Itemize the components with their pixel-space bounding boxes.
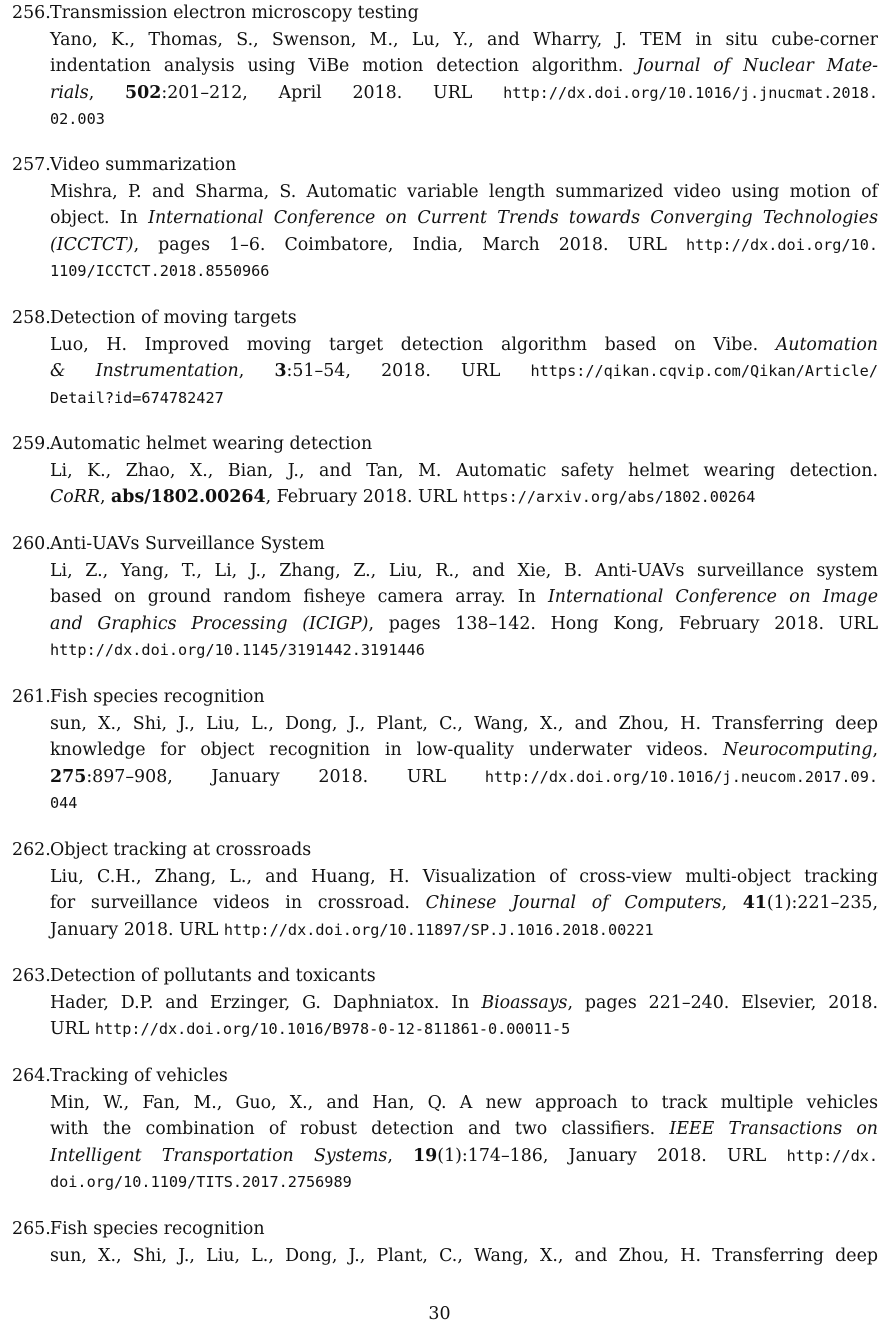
reference-number: 257. (12, 155, 51, 175)
reference-text: , (872, 740, 878, 761)
reference-volume: 275 (50, 766, 87, 787)
reference-text: based on ground random fisheye camera array. In (50, 587, 548, 608)
reference-text: Detection of moving targets (50, 308, 297, 328)
reference-line (50, 711, 878, 738)
reference-volume: abs/1802.00264 (111, 487, 266, 508)
reference-text: January 2018. URL (50, 919, 224, 940)
reference-body (50, 837, 878, 943)
reference-url[interactable]: doi.org/10.1109/TITS.2017.2756989 (50, 1173, 352, 1192)
reference-text: object. In (50, 208, 149, 229)
reference-line (50, 80, 878, 107)
reference-text: for surveillance videos in crossroad. (50, 893, 426, 914)
reference-line (50, 764, 878, 791)
reference-venue: Journal of Nuclear Mate- (636, 56, 878, 77)
reference-text: Detection of pollutants and toxicants (50, 966, 376, 986)
reference-venue: and Graphics Processing (ICIGP) (50, 613, 369, 634)
reference-url[interactable]: http://dx.doi.org/10.1016/j.neucom.2017.09. (484, 767, 878, 786)
reference-topic (50, 1216, 878, 1243)
reference-line (50, 584, 878, 611)
reference-line (50, 358, 878, 385)
reference-text: Hader, D.P. and Erzinger, G. Daphniatox. In (50, 992, 482, 1013)
reference-line (50, 611, 878, 638)
reference-topic (50, 305, 878, 332)
reference-text: URL (50, 1019, 95, 1040)
reference-body (50, 305, 878, 411)
reference-topic (50, 0, 878, 27)
reference-text: , February 2018. URL (265, 487, 463, 508)
reference-url[interactable]: http://dx.doi.org/10.1145/3191442.3191446 (50, 641, 425, 660)
reference-url[interactable]: http://dx.doi.org/10.11897/SP.J.1016.2018.00221 (223, 920, 654, 939)
reference-line (50, 864, 878, 891)
reference-text: , (88, 82, 126, 103)
reference-text: , (721, 893, 743, 914)
reference-text: sun, X., Shi, J., Liu, L., Dong, J., Plant, C., Wang, X., and Zhou, H. Transferring deep (50, 713, 878, 734)
reference-venue: rials (50, 82, 89, 103)
reference-url[interactable]: https://qikan.cqvip.com/Qikan/Article/ (530, 362, 878, 381)
reference-number: 265. (12, 1219, 51, 1239)
reference-text: Li, K., Zhao, X., Bian, J., and Tan, M. Automatic safety helmet wearing detection. (50, 460, 878, 481)
reference-text: , pages 138–142. Hong Kong, February 2018. URL (368, 613, 879, 634)
reference-venue: Neurocomputing (723, 740, 873, 761)
reference-line (50, 790, 878, 817)
reference-text: Transmission electron microscopy testing (50, 3, 419, 23)
reference-url[interactable]: Detail?id=674782427 (50, 388, 224, 407)
reference-text: Tracking of vehicles (50, 1066, 228, 1086)
reference-venue: Intelligent Transportation Systems (50, 1145, 388, 1166)
reference-body (50, 531, 878, 664)
reference-text: , (238, 361, 275, 382)
reference-line (50, 53, 878, 80)
reference-line (50, 385, 878, 412)
reference-text: Fish species recognition (50, 1219, 265, 1239)
reference-url[interactable]: 02.003 (50, 110, 105, 129)
reference-number: 258. (12, 308, 51, 328)
reference-line (50, 205, 878, 232)
reference-line (50, 484, 878, 511)
reference-volume: 19 (413, 1145, 438, 1166)
reference-url[interactable]: http://dx. (786, 1146, 878, 1165)
reference-line (50, 332, 878, 359)
reference-text: Automatic helmet wearing detection (50, 434, 373, 454)
reference-line (50, 558, 878, 585)
reference-venue: IEEE Transactions on (669, 1119, 878, 1140)
reference-text: Fish species recognition (50, 687, 265, 707)
reference-line (50, 1090, 878, 1117)
reference-line (50, 232, 878, 259)
reference-line (50, 27, 878, 54)
reference-text: with the combination of robust detection and two classifiers. (50, 1119, 670, 1140)
reference-text: Mishra, P. and Sharma, S. Automatic variable length summarized video using motion of (50, 181, 878, 202)
reference-venue: CoRR (50, 487, 100, 508)
reference-body (50, 1063, 878, 1196)
reference-volume: 3 (274, 361, 287, 382)
reference-topic (50, 431, 878, 458)
reference-url[interactable]: 044 (50, 794, 78, 813)
reference-topic (50, 963, 878, 990)
reference-body (50, 431, 878, 511)
reference-text: Anti-UAVs Surveillance System (50, 534, 325, 554)
reference-topic (50, 684, 878, 711)
reference-url[interactable]: 1109/ICCTCT.2018.8550966 (50, 262, 270, 281)
reference-topic (50, 152, 878, 179)
reference-text: Li, Z., Yang, T., Li, J., Zhang, Z., Liu, R., and Xie, B. Anti-UAVs surveillance system (50, 560, 878, 581)
reference-body (50, 963, 878, 1043)
reference-text: Object tracking at crossroads (50, 840, 312, 860)
reference-topic (50, 531, 878, 558)
reference-venue: (ICCTCT) (50, 234, 134, 255)
reference-venue: & Instrumentation (50, 361, 239, 382)
reference-number: 260. (12, 534, 51, 554)
reference-venue: Bioassays (481, 992, 568, 1013)
reference-url[interactable]: http://dx.doi.org/10.1016/B978-0-12-811861-0.00011-5 (94, 1020, 571, 1039)
reference-topic (50, 837, 878, 864)
reference-venue: International Conference on Image (547, 587, 878, 608)
reference-text: (1):174–186, January 2018. URL (437, 1145, 787, 1166)
reference-number: 262. (12, 840, 51, 860)
reference-line (50, 737, 878, 764)
reference-text: :51–54, 2018. URL (286, 361, 531, 382)
reference-url[interactable]: https://arxiv.org/abs/1802.00264 (462, 488, 756, 507)
reference-venue: Automation (775, 334, 878, 355)
reference-number: 263. (12, 966, 51, 986)
reference-text: , pages 221–240. Elsevier, 2018. (567, 992, 878, 1013)
reference-text: , pages 1–6. Coimbatore, India, March 2018. URL (133, 234, 686, 255)
reference-body (50, 152, 878, 285)
reference-line (50, 637, 878, 664)
reference-topic (50, 1063, 878, 1090)
page-number: 30 (428, 1304, 451, 1324)
reference-line (50, 106, 878, 133)
reference-body (50, 0, 878, 133)
reference-body (50, 684, 878, 817)
reference-number: 259. (12, 434, 51, 454)
reference-text: (1):221–235, (766, 893, 878, 914)
reference-line (50, 179, 878, 206)
reference-line (50, 917, 878, 944)
reference-line (50, 890, 878, 917)
reference-volume: 502 (125, 82, 162, 103)
reference-text: knowledge for object recognition in low-quality underwater videos. (50, 740, 724, 761)
reference-line (50, 1243, 878, 1270)
reference-text: :897–908, January 2018. URL (86, 766, 485, 787)
reference-body (50, 1216, 878, 1269)
reference-text: , (387, 1145, 414, 1166)
reference-line (50, 458, 878, 485)
reference-text: :201–212, April 2018. URL (161, 82, 504, 103)
reference-venue: Chinese Journal of Computers (425, 893, 722, 914)
reference-line (50, 1169, 878, 1196)
reference-text: Yano, K., Thomas, S., Swenson, M., Lu, Y., and Wharry, J. TEM in situ cube-corner (50, 29, 878, 50)
reference-line (50, 1143, 878, 1170)
reference-text: Min, W., Fan, M., Guo, X., and Han, Q. A new approach to track multiple vehicles (50, 1092, 878, 1113)
reference-number: 264. (12, 1066, 51, 1086)
reference-line (50, 990, 878, 1017)
reference-line (50, 1116, 878, 1143)
reference-text: Luo, H. Improved moving target detection algorithm based on Vibe. (50, 334, 776, 355)
reference-line (50, 1016, 878, 1043)
reference-venue: International Conference on Current Trends towards Converging Technologies (148, 208, 879, 229)
reference-text: sun, X., Shi, J., Liu, L., Dong, J., Plant, C., Wang, X., and Zhou, H. Transferring deep (50, 1245, 878, 1266)
reference-volume: 41 (742, 893, 767, 914)
reference-text: Liu, C.H., Zhang, L., and Huang, H. Visualization of cross-view multi-object tracking (50, 866, 878, 887)
reference-url[interactable]: http://dx.doi.org/10.1016/j.jnucmat.2018. (503, 83, 878, 102)
reference-text: Video summarization (50, 155, 237, 175)
reference-text: , (99, 487, 112, 508)
reference-url[interactable]: http://dx.doi.org/10. (685, 235, 878, 254)
reference-number: 256. (12, 3, 51, 23)
reference-number: 261. (12, 687, 51, 707)
reference-text: indentation analysis using ViBe motion detection algorithm. (50, 56, 637, 77)
reference-line (50, 258, 878, 285)
